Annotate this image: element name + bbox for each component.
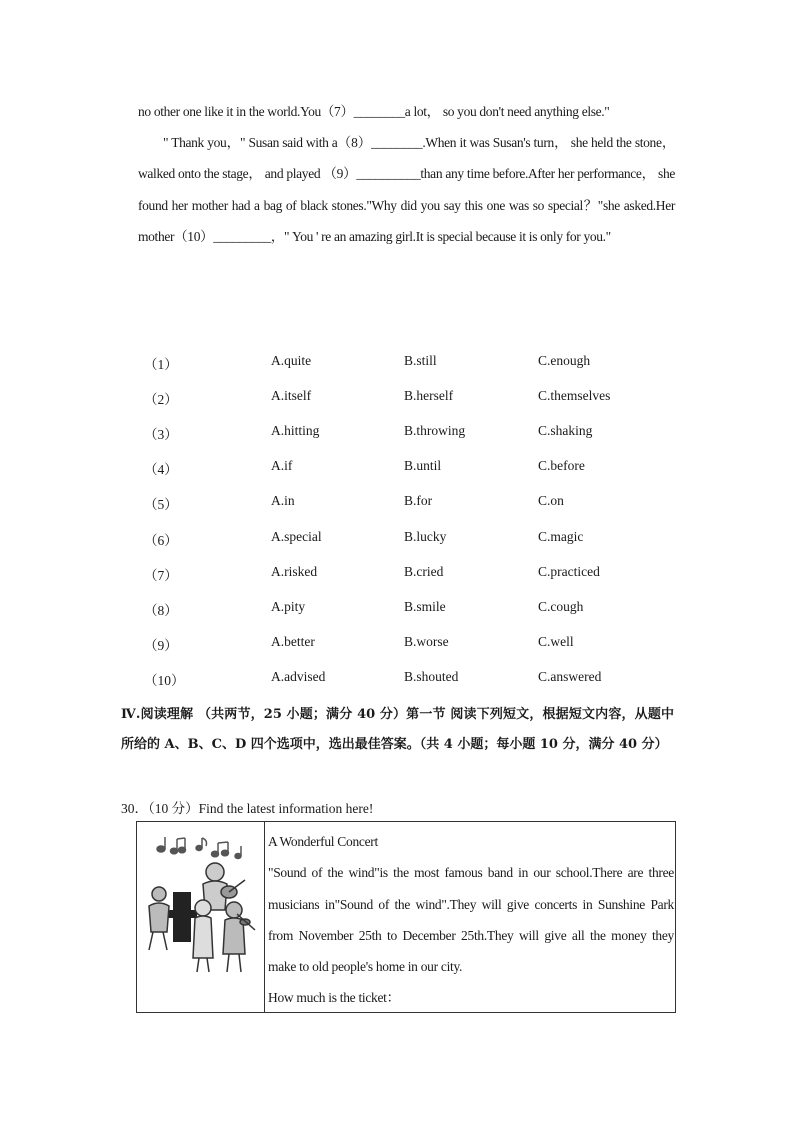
option-number: （5） (144, 497, 178, 513)
option-b: B.still (404, 353, 437, 368)
ad-ticket-line: How much is the ticket： (268, 990, 400, 1006)
music-notes-icon (157, 837, 241, 859)
option-c: C.enough (538, 353, 591, 368)
question-30-label: 30．（10 分）Find the latest information here! (121, 801, 374, 816)
option-b: B.shouted (404, 668, 459, 684)
option-c: C.shaking (538, 423, 593, 439)
option-a: A.in (271, 493, 295, 509)
advertisement-table (136, 821, 676, 1013)
option-c: C.practiced (538, 563, 600, 579)
option-a: A.hitting (271, 423, 320, 439)
option-b: B.throwing (404, 423, 466, 439)
option-number: （1） (144, 357, 178, 372)
band-illustration-cell (137, 822, 265, 1012)
option-number: （6） (144, 532, 178, 548)
option-c: C.well (538, 633, 574, 649)
option-a: A.risked (271, 563, 318, 579)
ad-body: "Sound of the wind"is the most famous band in our school.There are three musicians in"Sound of the wind".They will give concerts in Sunshine Park from November 25th to December 25th.They will give all the money they make to old people's home in our city. (268, 865, 674, 975)
option-number: （7） (144, 567, 178, 583)
option-a: A.better (271, 633, 315, 649)
option-b: B.cried (404, 563, 444, 579)
option-a: A.if (271, 458, 293, 474)
option-number: （2） (144, 392, 178, 408)
option-a: A.quite (271, 353, 312, 368)
option-b: B.lucky (404, 528, 447, 544)
ad-title: A Wonderful Concert (268, 834, 378, 849)
option-number: （9） (144, 637, 178, 653)
option-c: C.magic (538, 528, 584, 544)
option-number: （10） (144, 672, 185, 688)
option-number: （3） (144, 427, 178, 443)
option-b: B.herself (404, 388, 454, 404)
option-a: A.special (271, 528, 322, 544)
option-a: A.pity (271, 598, 306, 614)
option-c: C.on (538, 493, 564, 509)
passage-paragraph-2: " Thank you，" Susan said with a（8）________.When it was Susan's turn， she held the stone， walked onto the stage， and played （9）__________than any time before.After her performance， she found her mother had a bag of black stones."Why did you say this one was so special？"she asked.Her mother（10）_________，" You ' re an amazing girl.It is special because it is only for you." (138, 135, 675, 244)
option-b: B.until (404, 458, 442, 474)
option-number: （4） (144, 462, 178, 478)
passage-line-1: no other one like it in the world.You（7）________a lot， so you don't need anything else." (138, 104, 610, 119)
option-c: C.themselves (538, 388, 611, 404)
advertisement-text (268, 826, 674, 1014)
option-b: B.smile (404, 598, 446, 614)
section-heading: Ⅳ.阅读理解 （共两节，25 小题；满分 40 分）第一节 阅读下列短文，根据短文内容，从题中所给的 A、B、C、D 四个选项中，选出最佳答案。（共 4 小题；每小题 10 分，满分 40 分） (121, 707, 674, 752)
option-a: A.itself (271, 388, 312, 404)
option-c: C.cough (538, 598, 584, 614)
option-b: B.for (404, 493, 433, 509)
pianist-figure (149, 887, 169, 950)
option-a: A.advised (271, 668, 326, 684)
option-number: （8） (144, 602, 178, 618)
option-c: C.answered (538, 668, 602, 684)
option-c: C.before (538, 458, 585, 474)
band-illustration (137, 822, 263, 1012)
option-b: B.worse (404, 633, 449, 649)
violinist-figure (223, 902, 255, 972)
singer-figure (193, 900, 213, 972)
